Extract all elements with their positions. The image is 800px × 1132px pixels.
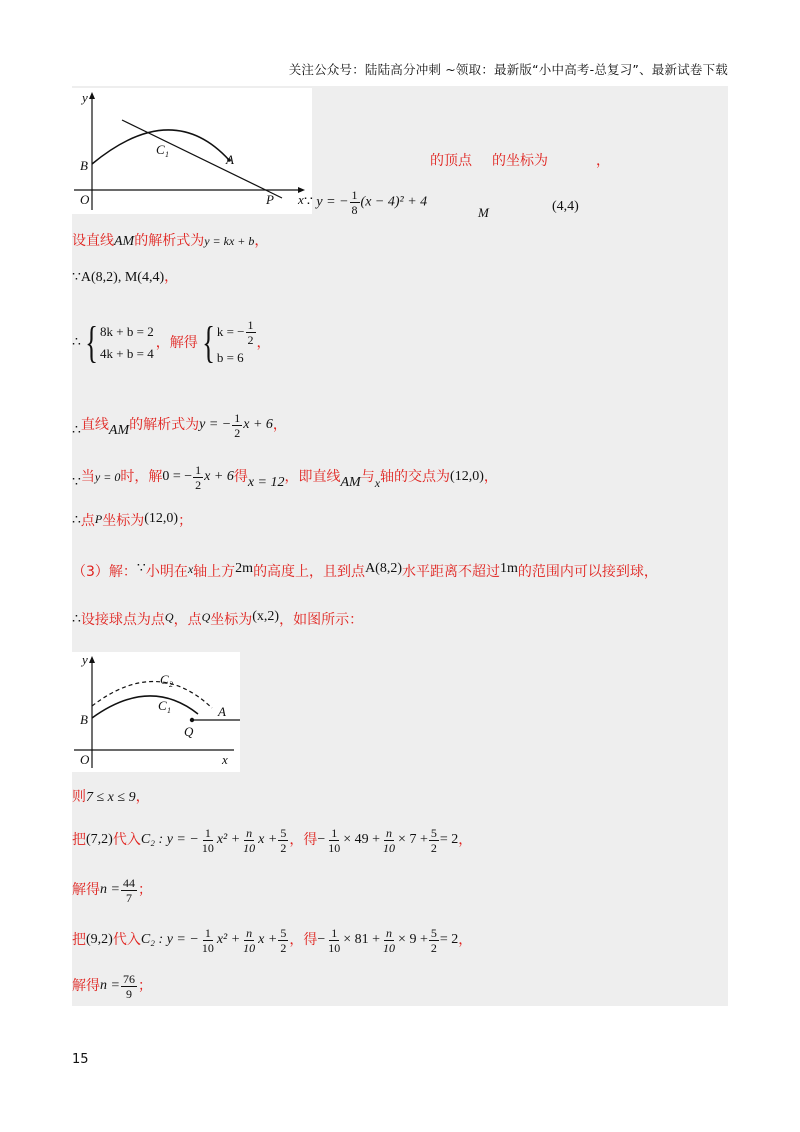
text-coordinate-is: 的坐标为 (492, 153, 548, 169)
coord-m: (4,4) (552, 199, 579, 214)
text-vertex: 的顶点 (430, 153, 472, 169)
line-system: ∴ { 8k + b = 2 4k + b = 4 ，解得 { k = − $\frac{1}{2}$ b = 6 ， (72, 317, 271, 367)
curve-label-c1: C (158, 698, 167, 713)
figure-parabola-line (72, 88, 312, 214)
solution-panel (72, 86, 728, 1006)
point-m: M (478, 205, 489, 220)
because-symbol: ∵ (304, 194, 313, 210)
point-label-b: B (80, 158, 88, 173)
line-part3: （3）解： ∵ 小明在 x 轴上方 2m 的高度上，且到点 A(8,2) 水平距离不超过 1m 的范围内可以接到球， (72, 561, 658, 580)
curve-label-c2: C (160, 672, 169, 687)
point-label-b: B (80, 712, 88, 727)
fraction-1-8: $\frac{1}{8}$ (351, 188, 358, 217)
axis-label-y: y (82, 652, 88, 667)
line-substitute-9: 把 (9,2) 代入 C₂ : y = − $\frac{1}{10}$ x² + $\frac{n}{10}$ x + $\frac{5}{2}$ ，得 − $\frac{1}{10}$ × 81 + $\frac{n}{10}$ × 9 + $\frac{5}{2}$ = 2 ， (72, 925, 473, 955)
line-assume-am: 设直线AM的解析式为y = kx + b， (72, 233, 269, 249)
curve-label-c1-sub: 1 (165, 150, 169, 159)
point-label-a: A (226, 152, 234, 167)
points-a-m: ∵A(8,2), M(4,4) (72, 270, 165, 285)
line-am-equation: ∴ 直线 AM 的解析式为 y = − $\frac{1}{2}$ x + 6 ， (72, 410, 287, 440)
line-vertex (304, 150, 610, 220)
equation-c1-part1: y = − (316, 194, 349, 210)
line-substitute-7: 把 (7,2) 代入 C₂ : y = − $\frac{1}{10}$ x² + $\frac{n}{10}$ x + $\frac{5}{2}$ ，得 − $\frac{1}{10}$ × 49 + $\frac{n}{10}$ × 7 + $\frac{5}{2}$ = 2 ， (72, 825, 473, 855)
origin-label: O (80, 192, 90, 207)
line-solve-n-2: 解得 n = $\frac{76}{9}$ ； (72, 971, 152, 1001)
curve-label-c2-sub: 2 (169, 680, 173, 689)
point-label-q: Q (184, 724, 194, 739)
curve-label-c1-sub: 1 (167, 706, 171, 715)
origin-label: O (80, 752, 90, 767)
curve-label-c1: C (156, 142, 165, 157)
equation-system-2: { k = − $\frac{1}{2}$ b = 6 (201, 317, 254, 367)
point-label-a: A (218, 704, 226, 719)
line-solve-n-1: 解得 n = $\frac{44}{7}$ ； (72, 875, 152, 905)
axis-label-x: x (222, 752, 228, 767)
figure-two-parabolas (72, 652, 240, 772)
page-header: 关注公众号：陆陆高分冲刺 ~领取：最新版“小中高考-总复习”、最新试卷下载 (288, 62, 728, 77)
line-points-a-m: ∵A(8,2), M(4,4)， (72, 269, 179, 285)
line-intersection: ∵ 当 y = 0 时，解 0 = − $\frac{1}{2}$ x + 6 得 x = 12 ，即直线 AM 与 x 轴的交点为 (12,0) ， (72, 462, 498, 492)
line-catch-point: ∴ 设接球点为点 Q ，点 Q 坐标为 (x,2) ，如图所示： (72, 609, 364, 628)
point-label-p: P (266, 192, 274, 207)
equation-c1-part2: (x − 4)² + 4 (360, 194, 428, 210)
line-x-range: 则7 ≤ x ≤ 9， (72, 789, 150, 805)
axis-label-x: x (298, 192, 304, 207)
page-number: 15 (72, 1052, 89, 1067)
equation-kx-b: y = kx + b (204, 234, 255, 248)
equation-system-1: { 8k + b = 2 4k + b = 4 (85, 318, 154, 367)
comma: ， (596, 153, 610, 169)
line-point-p: ∴ 点 P 坐标为 (12,0) ； (72, 511, 193, 529)
axis-label-y: y (82, 90, 88, 105)
line-am: AM (114, 234, 135, 249)
